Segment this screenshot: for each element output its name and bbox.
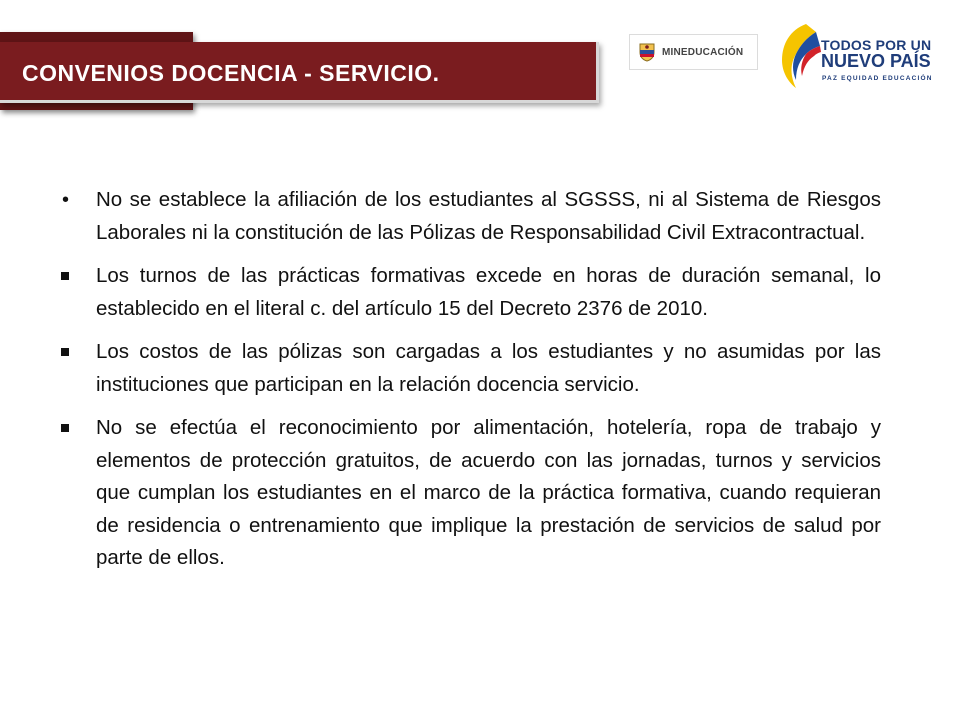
square-bullet-icon	[61, 424, 69, 432]
square-bullet-icon	[61, 348, 69, 356]
list-item-text: No se establece la afiliación de los estudiantes al SGSSS, ni al Sistema de Riesgos Laborales ni la constitución de las Pólizas de Responsabilidad Civil Extracontractual.	[96, 188, 881, 244]
mineducacion-logo-text: MINEDUCACIÓN	[662, 46, 744, 58]
list-item	[58, 184, 881, 249]
list-item	[58, 260, 881, 325]
list-item-text: Los costos de las pólizas son cargadas a los estudiantes y no asumidas por las instituciones que participan en la relación docencia servicio.	[96, 340, 881, 396]
square-bullet-icon	[61, 272, 69, 280]
bullet-list	[58, 184, 881, 586]
gov-logo-line2: NUEVO PAÍS	[821, 51, 931, 71]
gov-logo-line1: TODOS POR UN	[821, 37, 932, 53]
coat-of-arms-icon	[638, 42, 656, 62]
list-item-text: No se efectúa el reconocimiento por alimentación, hotelería, ropa de trabajo y elementos de protección gratuitos, de acuerdo con las jornadas, turnos y servicios que cumplan los estudiantes en el marco de la práctica formativa, cuando requieran de residencia o entrenamiento que implique la prestación de servicios de salud por parte de ellos.	[96, 416, 881, 569]
gov-logo-line3: PAZ EQUIDAD EDUCACIÓN	[822, 75, 933, 82]
list-item	[58, 336, 881, 401]
colombia-flag-swoosh-icon	[776, 20, 822, 90]
todos-por-un-nuevo-pais-logo	[776, 20, 948, 90]
list-item-text: Los turnos de las prácticas formativas excede en horas de duración semanal, lo establecido en el literal c. del artículo 15 del Decreto 2376 de 2010.	[96, 264, 881, 320]
mineducacion-logo	[629, 34, 758, 70]
slide-title: CONVENIOS DOCENCIA - SERVICIO.	[22, 60, 440, 86]
list-item	[58, 412, 881, 575]
round-bullet-icon: •	[62, 189, 70, 211]
